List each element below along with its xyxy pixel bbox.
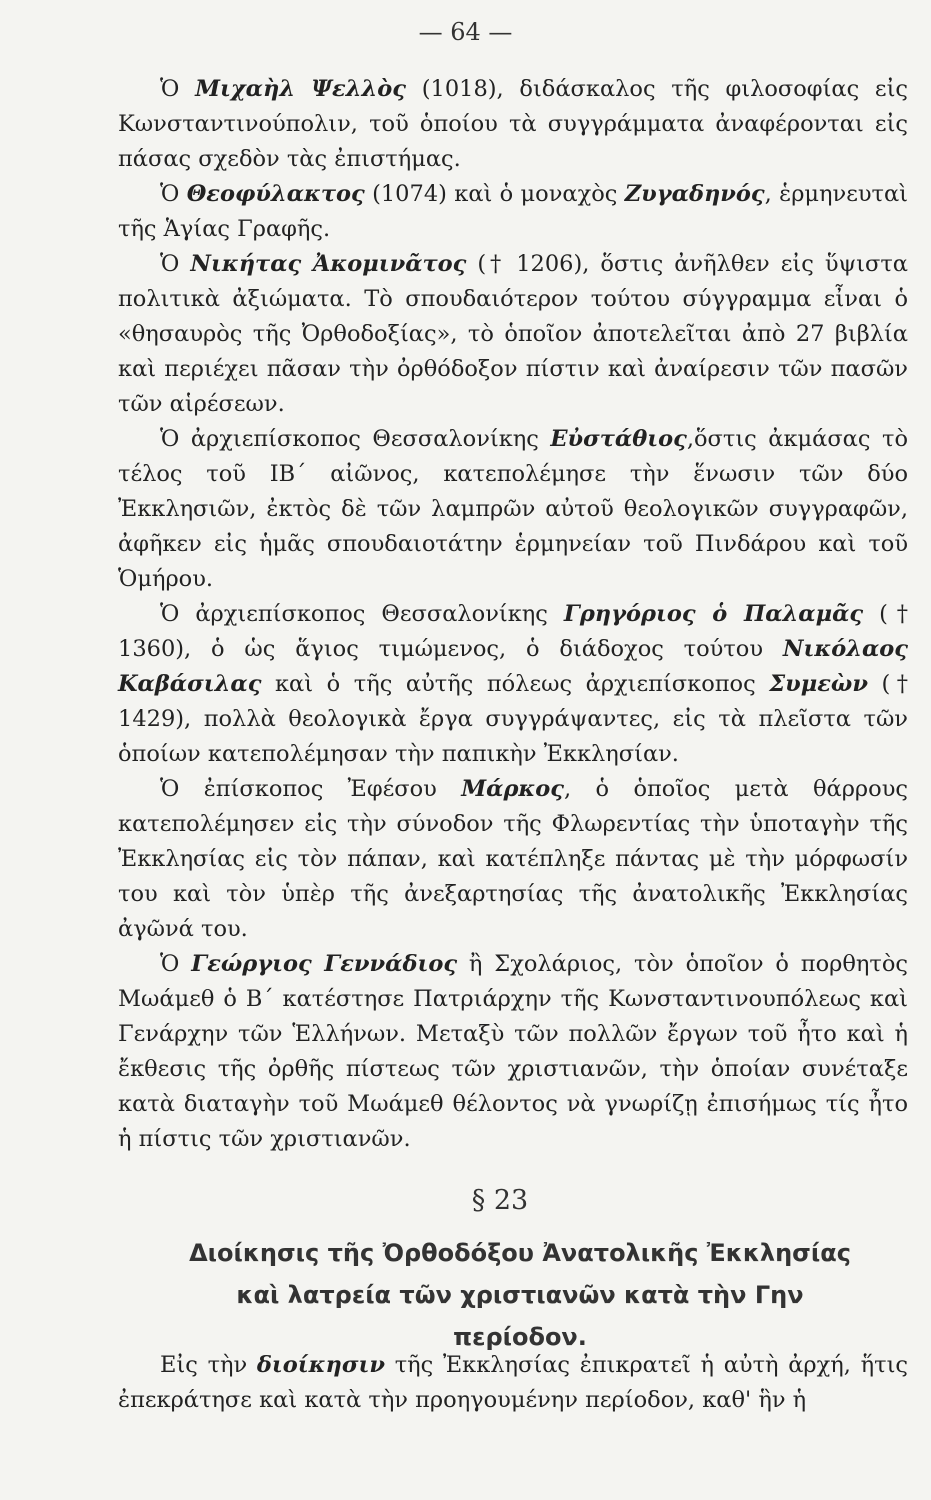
paragraph-psellos <box>118 72 908 177</box>
paragraph-prefix: Ὁ <box>160 76 196 102</box>
paragraph-prefix: Ὁ <box>160 951 192 977</box>
paragraph-prefix: Ὁ ἀρχιεπίσκοπος Θεσσαλονίκης <box>160 426 551 452</box>
person-name: Γεώργιος Γεννάδιος <box>191 951 458 977</box>
emphasized-term: διοίκησιν <box>256 1352 385 1378</box>
person-name: Μάρκος <box>461 776 564 802</box>
person-name: Νικήτας Ἀκομινᾶτος <box>190 251 467 277</box>
paragraph-text: (1074) καὶ ὁ μοναχὸς <box>364 181 625 207</box>
paragraph-text: († 1360), ὁ ὡς ἅγιος τιμώμενος, ὁ διάδοχος τούτου <box>118 601 908 662</box>
paragraph-text: († 1429), πολλὰ θεολογικὰ ἔργα συγγράψαντες, εἰς τὰ πλεῖστα τῶν ὁποίων κατεπολέμησαν τὴν παπικὴν Ἐκκλησίαν. <box>118 671 908 767</box>
section-title-line: περίοδον. <box>453 1323 587 1351</box>
paragraph-text: ἢ Σχολάριος, τὸν ὁποῖον ὁ πορθητὸς Μωάμεθ ὁ Β΄ κατέστησε Πατριάρχην τῆς Κωνσταντινουπόλεως καὶ Γενάρχην τῶν Ἑλλήνων. Μεταξὺ τῶν πολλῶν ἔργων τοῦ ἦτο καὶ ἡ ἔκθεσις τῆς ὀρθῆς πίστεως τῶν χριστιανῶν, τὴν ὁποίαν συνέταξε κατὰ διαταγὴν τοῦ Μωάμεθ θέλοντος νὰ γνωρίζῃ ἐπισήμως τίς ἦτο ἡ πίστις τῶν χριστιανῶν. <box>118 951 908 1152</box>
paragraph-text: , ἑρμηνευταὶ τῆς Ἁγίας Γραφῆς. <box>118 181 908 242</box>
section-body <box>118 1348 908 1418</box>
paragraph-eustathios <box>118 422 908 597</box>
paragraph-text: καὶ ὁ τῆς αὐτῆς πόλεως ἀρχιεπίσκοπος <box>261 671 770 697</box>
person-name: Εὐστάθιος <box>550 426 687 452</box>
paragraph-palamas <box>118 597 908 772</box>
person-name: Συμεὼν <box>769 671 868 697</box>
section-title <box>130 1232 910 1358</box>
person-name: Θεοφύλακτος <box>186 181 365 207</box>
paragraph-niketas <box>118 247 908 422</box>
section-title-line: καὶ λατρεία τῶν χριστιανῶν κατὰ τὴν Γην <box>236 1281 804 1309</box>
paragraph-administration <box>118 1348 908 1418</box>
paragraph-markos <box>118 772 908 947</box>
paragraph-prefix: Εἰς τὴν <box>160 1352 257 1378</box>
paragraph-gennadios <box>118 947 908 1157</box>
person-name: Γρηγόριος ὁ Παλαμᾶς <box>563 601 864 627</box>
paragraph-prefix: Ὁ <box>160 181 187 207</box>
paragraph-prefix: Ὁ <box>160 251 191 277</box>
section-title-line: Διοίκησις τῆς Ὀρθοδόξου Ἀνατολικῆς Ἐκκλησίας <box>189 1239 851 1267</box>
paragraph-text: ,ὅστις ἀκμάσας τὸ τέλος τοῦ ΙΒ΄ αἰῶνος, κατεπολέμησε τὴν ἕνωσιν τῶν δύο Ἐκκλησιῶν, ἐκτὸς δὲ τῶν λαμπρῶν αὐτοῦ θεολογικῶν συγγραφῶν, ἀφῆκεν εἰς ἡμᾶς σπουδαιοτάτην ἑρμηνείαν τοῦ Πινδάρου καὶ τοῦ Ὁμήρου. <box>118 426 908 592</box>
person-name: Ζυγαδηνός <box>624 181 765 207</box>
person-name: Μιχαὴλ Ψελλὸς <box>195 76 406 102</box>
paragraph-text: (1018), διδάσκαλος τῆς φιλοσοφίας εἰς Κωνσταντινούπολιν, τοῦ ὁποίου τὰ συγγράμματα ἀναφέρονται εἰς πάσας σχεδὸν τὰς ἐπιστήμας. <box>118 76 908 172</box>
paragraph-text: , ὁ ὁποῖος μετὰ θάρρους κατεπολέμησεν εἰς τὴν σύνοδον τῆς Φλωρεντίας τὴν ὑποταγὴν τῆς Ἐκκλησίας εἰς τὸν πάπαν, καὶ κατέπληξε πάντας μὲ τὴν μόρφωσίν του καὶ τὸν ὑπὲρ τῆς ἀνεξαρτησίας τῆς ἀνατολικῆς Ἐκκλησίας ἀγῶνά του. <box>118 776 908 942</box>
paragraph-prefix: Ὁ ἀρχιεπίσκοπος Θεσσαλονίκης <box>160 601 564 627</box>
paragraph-theophylaktos <box>118 177 908 247</box>
section-number: § 23 <box>471 1185 529 1216</box>
paragraph-prefix: Ὁ ἐπίσκοπος Ἐφέσου <box>160 776 462 802</box>
person-name: Νικόλαος Καβάσιλας <box>118 636 908 697</box>
main-text <box>118 72 908 1157</box>
paragraph-text: († 1206), ὅστις ἀνῆλθεν εἰς ὕψιστα πολιτικὰ ἀξιώματα. Τὸ σπουδαιότερον τούτου σύγγραμμα εἶναι ὁ «θησαυρὸς τῆς Ὀρθοδοξίας», τὸ ὁποῖον ἀποτελεῖται ἀπὸ 27 βιβλία καὶ περιέχει πᾶσαν τὴν ὀρθόδοξον πίστιν καὶ ἀναίρεσιν τῶν πασῶν τῶν αἱρέσεων. <box>118 251 908 417</box>
page-number: — 64 — <box>418 18 513 46</box>
paragraph-text: τῆς Ἐκκλησίας ἐπικρατεῖ ἡ αὐτὴ ἀρχή, ἥτις ἐπεκράτησε καὶ κατὰ τὴν προηγουμένην περίοδον, καθ' ἣν ἡ <box>118 1352 908 1413</box>
